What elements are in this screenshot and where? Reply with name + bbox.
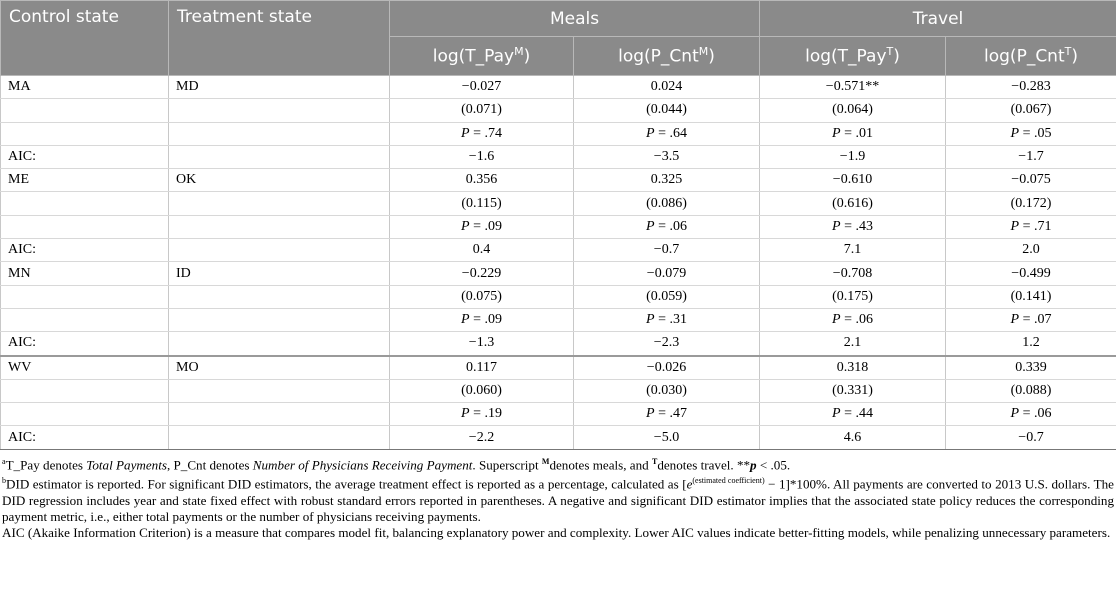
- cell-value: (0.115): [390, 192, 574, 215]
- header-meals: Meals: [390, 1, 760, 37]
- cell-control-state: [1, 308, 169, 331]
- cell-value: 0.117: [390, 356, 574, 380]
- cell-control-state: [1, 215, 169, 238]
- cell-value: (0.075): [390, 285, 574, 308]
- cell-value: −0.7: [946, 426, 1116, 449]
- cell-control-state: WV: [1, 356, 169, 380]
- cell-value: (0.059): [574, 285, 760, 308]
- table-row: [1, 76, 1116, 99]
- table-row: [1, 192, 1116, 215]
- cell-value: P = .06: [946, 403, 1116, 426]
- table-row: [1, 403, 1116, 426]
- cell-treatment-state: MO: [169, 356, 390, 380]
- cell-control-state: AIC:: [1, 426, 169, 449]
- cell-value: −0.7: [574, 239, 760, 262]
- cell-treatment-state: MD: [169, 76, 390, 99]
- table-row: [1, 426, 1116, 449]
- header-travel: Travel: [760, 1, 1116, 37]
- cell-value: −0.229: [390, 262, 574, 285]
- header-control-state: Control state: [1, 1, 169, 76]
- cell-value: −0.026: [574, 356, 760, 380]
- cell-treatment-state: [169, 192, 390, 215]
- cell-value: P = .06: [760, 308, 946, 331]
- table-row: [1, 308, 1116, 331]
- cell-value: P = .64: [574, 122, 760, 145]
- cell-value: 0.325: [574, 169, 760, 192]
- cell-value: (0.141): [946, 285, 1116, 308]
- cell-value: −0.571**: [760, 76, 946, 99]
- cell-treatment-state: [169, 239, 390, 262]
- table-row: [1, 169, 1116, 192]
- cell-value: 2.0: [946, 239, 1116, 262]
- table-row: [1, 145, 1116, 168]
- cell-value: P = .09: [390, 308, 574, 331]
- cell-control-state: [1, 122, 169, 145]
- cell-value: −1.3: [390, 332, 574, 356]
- cell-treatment-state: [169, 99, 390, 122]
- cell-value: −2.2: [390, 426, 574, 449]
- cell-value: −1.7: [946, 145, 1116, 168]
- cell-value: P = .19: [390, 403, 574, 426]
- cell-treatment-state: OK: [169, 169, 390, 192]
- cell-value: (0.616): [760, 192, 946, 215]
- cell-control-state: AIC:: [1, 145, 169, 168]
- cell-control-state: [1, 192, 169, 215]
- cell-treatment-state: [169, 308, 390, 331]
- cell-control-state: MA: [1, 76, 169, 99]
- note-b: $^b$DID estimator is reported. For significant DID estimators, the average treatment effect is reported as a percentage, calculated as $[e^{(estimated coefficient)} - 1]*100\%$. All payments are converted to 2013 U.S. dollars. The DID regression includes year and state fixed effect with robust standard errors reported in parentheses. A negative and significant DID estimator implies that the associated state policy reduces the corresponding payment metric, i.e., either total payments or the number of physicians receiving payments.: [2, 476, 1114, 525]
- cell-value: −0.283: [946, 76, 1116, 99]
- table-row: [1, 99, 1116, 122]
- table-body: [1, 76, 1116, 450]
- cell-value: (0.064): [760, 99, 946, 122]
- cell-value: (0.086): [574, 192, 760, 215]
- cell-control-state: AIC:: [1, 332, 169, 356]
- cell-treatment-state: [169, 426, 390, 449]
- cell-treatment-state: [169, 403, 390, 426]
- cell-value: P = .31: [574, 308, 760, 331]
- cell-control-state: [1, 285, 169, 308]
- cell-value: −2.3: [574, 332, 760, 356]
- cell-value: (0.060): [390, 379, 574, 402]
- cell-treatment-state: [169, 215, 390, 238]
- table-row: [1, 122, 1116, 145]
- cell-value: −5.0: [574, 426, 760, 449]
- cell-value: P = .47: [574, 403, 760, 426]
- cell-value: 1.2: [946, 332, 1116, 356]
- cell-treatment-state: [169, 285, 390, 308]
- table-row: [1, 215, 1116, 238]
- table-row: [1, 262, 1116, 285]
- cell-value: (0.175): [760, 285, 946, 308]
- cell-value: −0.499: [946, 262, 1116, 285]
- cell-control-state: MN: [1, 262, 169, 285]
- cell-treatment-state: [169, 145, 390, 168]
- cell-value: 4.6: [760, 426, 946, 449]
- cell-control-state: [1, 403, 169, 426]
- cell-value: (0.030): [574, 379, 760, 402]
- cell-value: −0.079: [574, 262, 760, 285]
- header-pcnt-travel: log(P_Cnt$^T$): [946, 37, 1116, 76]
- cell-value: P = .09: [390, 215, 574, 238]
- cell-value: P = .44: [760, 403, 946, 426]
- cell-value: −0.610: [760, 169, 946, 192]
- cell-value: P = .05: [946, 122, 1116, 145]
- cell-control-state: ME: [1, 169, 169, 192]
- cell-value: (0.071): [390, 99, 574, 122]
- cell-value: −1.9: [760, 145, 946, 168]
- table-row: [1, 379, 1116, 402]
- table-row: [1, 239, 1116, 262]
- cell-value: 2.1: [760, 332, 946, 356]
- cell-value: P = .06: [574, 215, 760, 238]
- cell-value: 0.339: [946, 356, 1116, 380]
- cell-value: (0.172): [946, 192, 1116, 215]
- note-aic: AIC (Akaike Information Criterion) is a measure that compares model fit, balancing explanatory power and complexity. Lower AIC values indicate better-fitting models, while penalizing unnecessary parameters.: [2, 525, 1111, 541]
- cell-value: P = .74: [390, 122, 574, 145]
- cell-value: (0.067): [946, 99, 1116, 122]
- table-row: [1, 356, 1116, 380]
- cell-value: 0.318: [760, 356, 946, 380]
- cell-value: 7.1: [760, 239, 946, 262]
- table-row: [1, 285, 1116, 308]
- cell-control-state: AIC:: [1, 239, 169, 262]
- cell-value: P = .07: [946, 308, 1116, 331]
- cell-value: −0.027: [390, 76, 574, 99]
- table-row: [1, 332, 1116, 356]
- header-tpay-meals: log(T_Pay$^M$): [390, 37, 574, 76]
- cell-value: (0.044): [574, 99, 760, 122]
- cell-value: (0.331): [760, 379, 946, 402]
- cell-value: (0.088): [946, 379, 1116, 402]
- note-a: $^a$T_Pay denotes Total Payments, P_Cnt denotes Number of Physicians Receiving Payment. Superscript $^M$denotes meals, and $^T$denotes travel. **p < .05.: [2, 456, 791, 473]
- cell-treatment-state: ID: [169, 262, 390, 285]
- cell-value: −0.075: [946, 169, 1116, 192]
- cell-value: 0.356: [390, 169, 574, 192]
- header-treatment-state: Treatment state: [169, 1, 390, 76]
- cell-value: P = .71: [946, 215, 1116, 238]
- header-pcnt-meals: log(P_Cnt$^M$): [574, 37, 760, 76]
- cell-treatment-state: [169, 332, 390, 356]
- cell-control-state: [1, 379, 169, 402]
- header-tpay-travel: log(T_Pay$^T$): [760, 37, 946, 76]
- cell-value: P = .43: [760, 215, 946, 238]
- cell-treatment-state: [169, 379, 390, 402]
- cell-value: 0.024: [574, 76, 760, 99]
- cell-value: −0.708: [760, 262, 946, 285]
- cell-value: P = .01: [760, 122, 946, 145]
- cell-value: −1.6: [390, 145, 574, 168]
- cell-treatment-state: [169, 122, 390, 145]
- cell-value: 0.4: [390, 239, 574, 262]
- table-notes: [0, 450, 1116, 542]
- cell-value: −3.5: [574, 145, 760, 168]
- cell-control-state: [1, 99, 169, 122]
